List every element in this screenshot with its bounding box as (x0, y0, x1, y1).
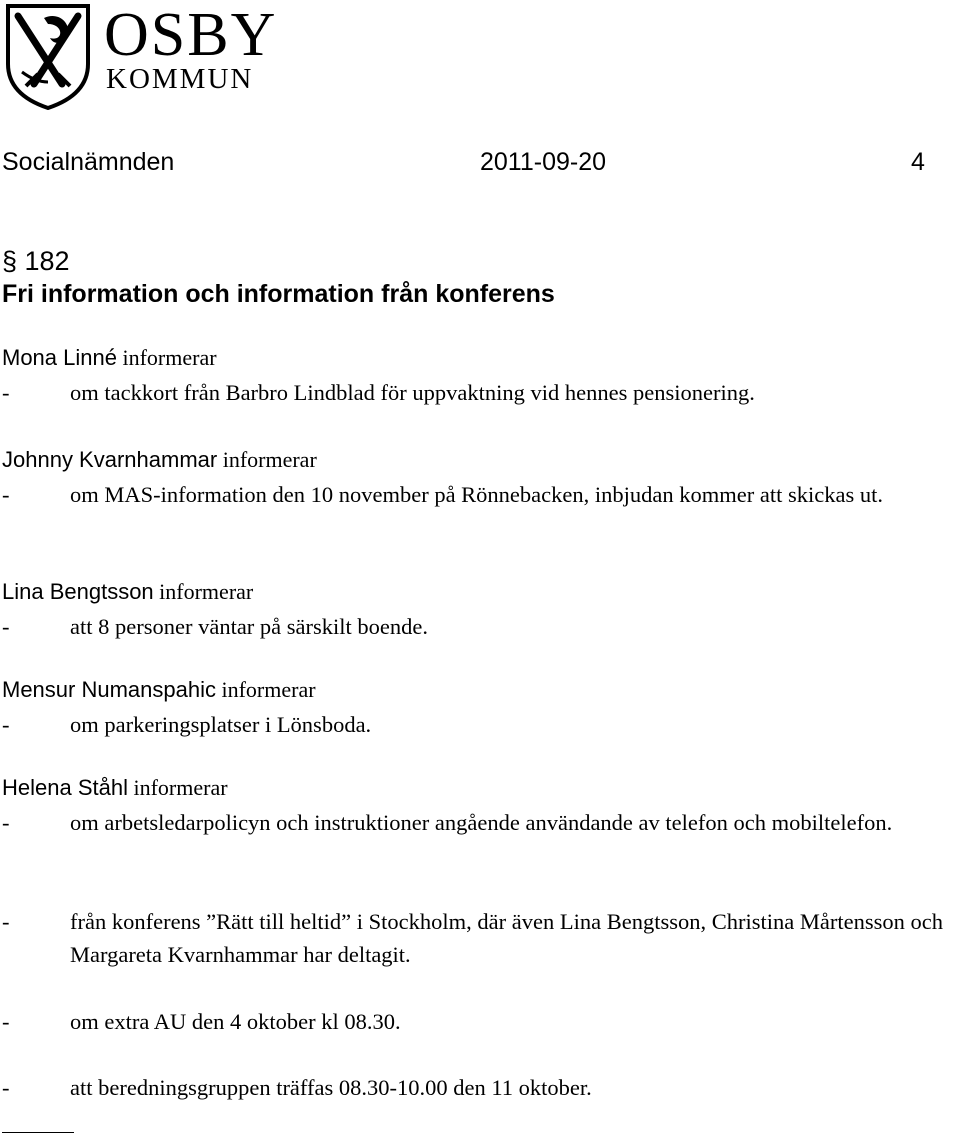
speaker-verb: informerar (221, 677, 316, 702)
list-dash: - (2, 810, 10, 835)
meeting-date: 2011-09-20 (480, 148, 607, 176)
speaker-line (2, 446, 317, 474)
logo-subtitle: KOMMUN (106, 63, 254, 95)
list-item-text: om extra AU den 4 oktober kl 08.30. (70, 1009, 401, 1034)
footnote-divider (2, 1132, 74, 1133)
speaker-name: Helena Ståhl (2, 775, 128, 800)
speaker-line (2, 774, 228, 802)
page-number: 4 (911, 148, 925, 176)
speaker-verb: informerar (133, 775, 228, 800)
list-item-text: att beredningsgruppen träffas 08.30-10.00 den 11 oktober. (70, 1075, 592, 1100)
speaker-name: Lina Bengtsson (2, 579, 154, 604)
list-item-text: om arbetsledarpolicyn och instruktioner angående användande av telefon och mobiltelefon. (70, 810, 893, 835)
list-item-text: att 8 personer väntar på särskilt boende. (70, 614, 429, 639)
list-item-text: om MAS-information den 10 november på Rönnebacken, inbjudan kommer att skickas ut. (70, 482, 883, 507)
speaker-verb: informerar (159, 579, 254, 604)
speaker-verb: informerar (122, 345, 217, 370)
committee-name: Socialnämnden (2, 148, 175, 176)
list-item-text: från konferens ”Rätt till heltid” i Stockholm, där även Lina Bengtsson, Christina Mårtensson och Margareta Kvarnhammar har deltagit. (70, 909, 943, 967)
speaker-name: Mensur Numanspahic (2, 677, 216, 702)
list-item-text: om parkeringsplatser i Lönsboda. (70, 712, 372, 737)
speaker-name: Mona Linné (2, 345, 117, 370)
speaker-line (2, 578, 253, 606)
list-dash: - (2, 482, 10, 507)
speaker-verb: informerar (222, 447, 317, 472)
list-item-text: om tackkort från Barbro Lindblad för uppvaktning vid hennes pensionering. (70, 380, 755, 405)
list-dash: - (2, 1075, 10, 1100)
section-title: Fri information och information från konferens (2, 280, 555, 308)
section-number: § 182 (2, 246, 70, 276)
speaker-line (2, 676, 316, 704)
list-dash: - (2, 380, 10, 405)
list-dash: - (2, 1009, 10, 1034)
list-dash: - (2, 614, 10, 639)
speaker-name: Johnny Kvarnhammar (2, 447, 218, 472)
logo-wordmark: OSBY (104, 1, 278, 69)
coat-of-arms-icon (4, 2, 92, 110)
list-dash: - (2, 909, 10, 934)
speaker-line (2, 344, 217, 372)
list-dash: - (2, 712, 10, 737)
